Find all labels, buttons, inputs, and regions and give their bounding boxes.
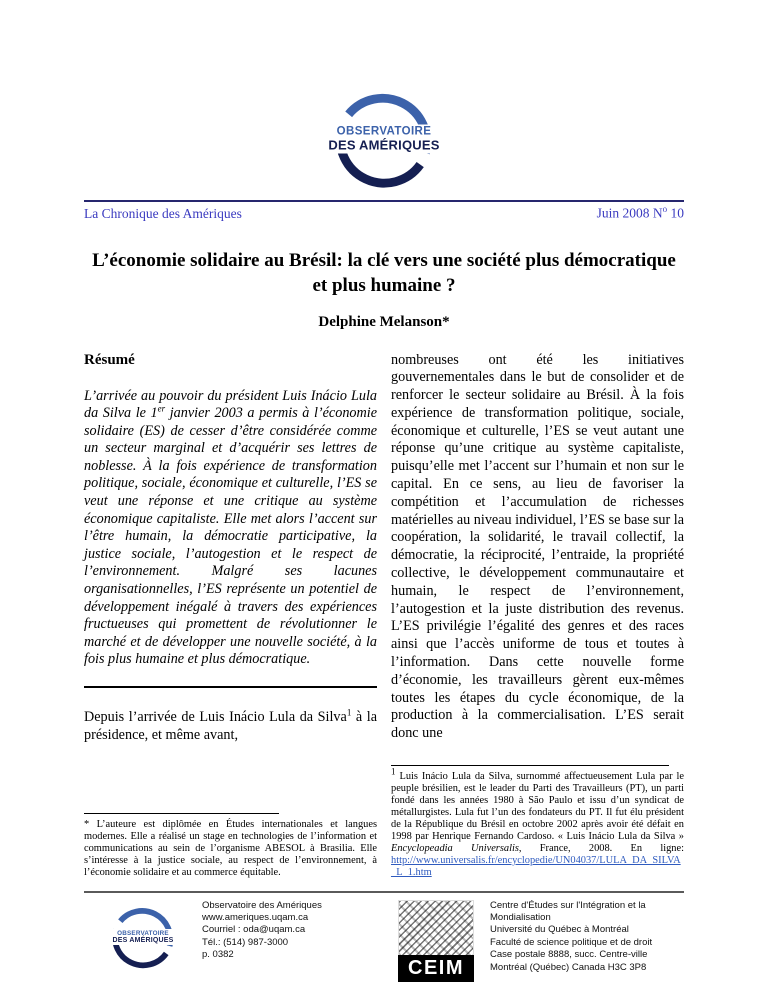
left-column bbox=[84, 352, 377, 879]
abstract-ordinal-sup: er bbox=[157, 403, 166, 414]
page-footer bbox=[84, 891, 684, 982]
observatoire-logo bbox=[328, 86, 440, 192]
section-divider bbox=[84, 686, 377, 688]
intro-paragraph bbox=[84, 709, 377, 745]
intro-text-start: Depuis l’arrivée de Luis Inácio Lula da Silva bbox=[84, 709, 347, 725]
ceim-wordmark: CEIM bbox=[398, 955, 474, 982]
footer-logo-line2: DES AMÉRIQUES bbox=[112, 936, 174, 944]
issue-date-base: Juin 2008 N bbox=[596, 205, 663, 221]
footer-phone: Tél.: (514) 987-3000 bbox=[202, 936, 289, 948]
footnote-one-body: Luis Inácio Lula da Silva, surnommé affectueusement Lula par le peuple brésilien, est le leader du Parti des Travailleurs (PT), un parti fondé dans les années 1980 à São Paulo et issu d’un syndicat de métallurgistes. Lula fut l’un des fondateurs du PT. Il fut élu président de la République du Brésil en octobre 2002 après avoir été défait en 1998 par Henrique Fernando Cardoso. « Luis Inácio Lula da Silva » bbox=[391, 771, 684, 842]
issue-number: 10 bbox=[667, 205, 684, 221]
chronicle-series-title: La Chronique des Amériques bbox=[84, 205, 242, 221]
ceim-hatch-image bbox=[398, 900, 474, 955]
footnote-star-text: * L’auteure est diplômée en Études internationales et langues modernes. Elle a réalisé un stage en technologies de l’information et communications au sein de l’organisme ABESOL à Brasilia. Elle s’intéresse à la justice sociale, au respect de l’environnement, à l’économie solidaire et au commerce équitable. bbox=[84, 818, 377, 878]
abstract-text-rest: janvier 2003 a permis à l’économie solidaire (ES) de cesser d’être considérée comme un secteur marginal et d’acquérir ses lettres de noblesse. À la fois expérience de transformation politique, sociale, économique et culturelle, l’ES se veut une réponse et une critique au système économique capitaliste. Elle met alors l’accent sur l’être humain, la démocratie participative, la justice sociale, l’autogestion et le respect de l’environnement. Malgré ses lacunes organisationnelles, l’ES représente un potentiel de développement inégalé à travers des expériences fructueuses qui promettent de révolutionner le marché et de développer une nouvelle société, à la fois plus humaine et plus démocratique. bbox=[84, 405, 377, 668]
footer-website: www.ameriques.uqam.ca bbox=[202, 911, 309, 923]
footnote-one-mid: , France, 2008. En ligne: bbox=[518, 842, 684, 854]
footer-org-name: Observatoire des Amériques bbox=[202, 899, 322, 911]
footnote-one-block bbox=[391, 765, 684, 878]
issue-number-ordinal: o bbox=[662, 204, 668, 214]
resume-heading: Résumé bbox=[84, 351, 135, 368]
footnote-separator-left bbox=[84, 813, 279, 814]
logo-wordmark bbox=[326, 125, 441, 154]
footer-email: Courriel : oda@uqam.ca bbox=[202, 924, 306, 936]
logo-line1: OBSERVATOIRE bbox=[336, 125, 432, 138]
footer-contact-right bbox=[490, 900, 684, 974]
two-column-body bbox=[84, 352, 684, 879]
article-author: Delphine Melanson* bbox=[318, 313, 450, 330]
footnote-separator-right bbox=[391, 765, 669, 766]
footer-contact-left bbox=[202, 900, 398, 962]
footnote-one-text bbox=[391, 766, 684, 878]
footer-logo-wordmark bbox=[110, 929, 175, 945]
chronicle-header bbox=[84, 200, 684, 222]
issue-date bbox=[597, 204, 684, 222]
intro-text-rest: à la présidence, et même avant, bbox=[84, 709, 377, 743]
footer-logo-cell bbox=[84, 900, 202, 971]
footer-university: Université du Québec à Montréal bbox=[490, 924, 629, 936]
footnote-star-block bbox=[84, 813, 377, 879]
masthead bbox=[84, 0, 684, 192]
universalis-link[interactable]: http://www.universalis.fr/encyclopedie/UN04037/LULA_DA_SILVA_L_1.htm bbox=[391, 854, 681, 878]
footer-observatoire-logo bbox=[105, 903, 181, 971]
footer-logo-line1: OBSERVATOIRE bbox=[117, 929, 169, 937]
abstract-text-start: L’arrivée au pouvoir du président Luis Inácio Lula da Silva le 1 bbox=[84, 387, 377, 422]
footnote-ref-1: 1 bbox=[346, 707, 352, 718]
footer-extension: p. 0382 bbox=[202, 949, 234, 961]
footnote-one-source-italic: Encyclopeadia Universalis bbox=[391, 842, 519, 854]
footer-faculty: Faculté de science politique et de droit bbox=[490, 936, 653, 948]
ceim-logo bbox=[398, 900, 474, 982]
main-paragraph: nombreuses ont été les initiatives gouvernementales dans le but de consolider et de renforcer le secteur solidaire au Brésil. À la fois expérience de transformation politique, sociale, économique et culturelle, l’ES se veut autant une réponse qu’une critique au système capitaliste, puisqu’elle met l’accent sur l’humain et non sur le capital. En ce sens, au lieu de favoriser la compétition et l’accumulation de richesses matérielles au niveau individuel, l’ES se base sur la coopération, la solidarité, le travail collectif, la démocratie, la réciprocité, l’entraide, la propriété collective, le développement communautaire et humain, le respect de l’environnement, l’autogestion et la juste distribution des revenus. L’ES privilégie l’égalité des genres et des races ainsi que l’accès uniforme de tous et toutes à l’information. Dans cette nouvelle forme d’économie, les travailleurs gèrent eux-mêmes toutes les étapes du cycle économique, de la production à la commercialisation. L’ES serait donc une bbox=[391, 351, 684, 742]
footer-centre-name: Centre d'Études sur l'Intégration et la Mondialisation bbox=[490, 899, 646, 923]
footer-po-box: Case postale 8888, succ. Centre-ville bbox=[490, 949, 648, 961]
abstract-paragraph bbox=[84, 388, 377, 670]
footnote-one-number: 1 bbox=[391, 766, 396, 777]
footer-city: Montréal (Québec) Canada H3C 3P8 bbox=[490, 961, 647, 973]
right-column bbox=[391, 352, 684, 879]
article-title: L’économie solidaire au Brésil: la clé vers une société plus démocratique et plus humaine ? bbox=[92, 249, 676, 296]
logo-line2: DES AMÉRIQUES bbox=[328, 137, 440, 153]
